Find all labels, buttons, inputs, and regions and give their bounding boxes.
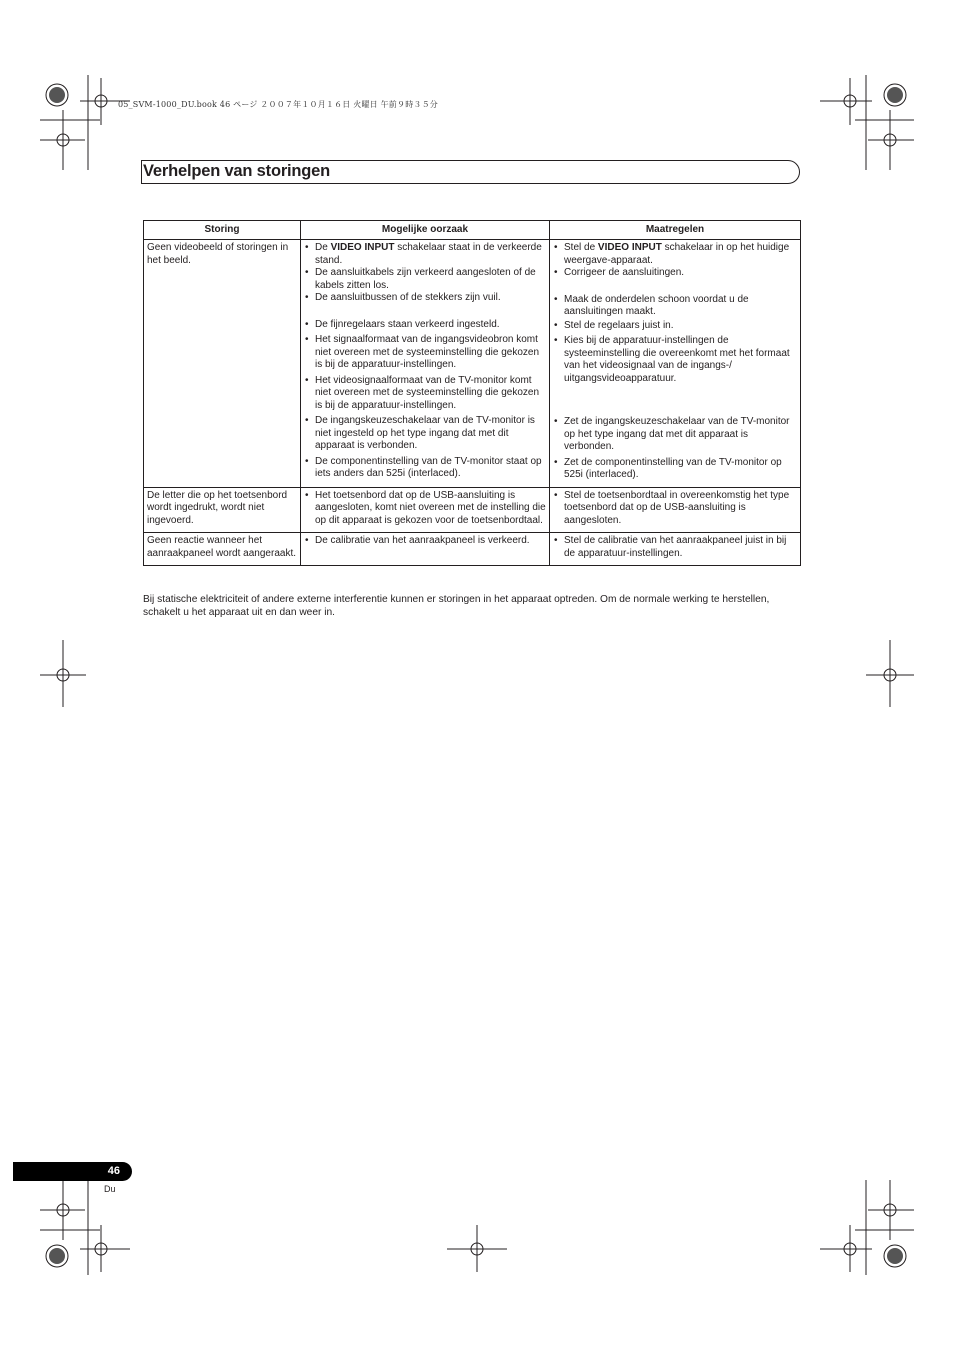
troubleshooting-table — [143, 220, 801, 566]
list-item: • Kies bij de apparatuur-instellingen de systeeminstelling die overeenkomt met het formaat van het videosignaal van de ingangs-/ uitgangsvideoapparatuur. — [553, 335, 797, 385]
table-row — [144, 533, 801, 566]
list-item: • Zet de ingangskeuzeschakelaar van de TV-monitor op het type ingang dat met dit apparaat is verbonden. — [553, 416, 797, 454]
switch-label: VIDEO INPUT — [330, 242, 395, 253]
list-item: • De VIDEO INPUT schakelaar staat in de verkeerde stand. — [304, 242, 546, 267]
list-item: • Corrigeer de aansluitingen. — [553, 267, 797, 280]
problem-cell: Geen reactie wanneer het aanraakpaneel wordt aangeraakt. — [144, 533, 301, 566]
cause-cell — [301, 533, 550, 566]
list-item: • Zet de componentinstelling van de TV-monitor op 525i (interlaced). — [553, 457, 797, 482]
list-item: • De componentinstelling van de TV-monitor staat op iets anders dan 525i (interlaced). — [304, 456, 546, 481]
list-item: • Stel de VIDEO INPUT schakelaar in op het huidige weergave-apparaat. — [553, 242, 797, 267]
list-item: • De calibratie van het aanraakpaneel is verkeerd. — [304, 535, 546, 548]
cause-cell — [301, 240, 550, 488]
print-header: 05_SVM-1000_DU.book 46 ページ ２００７年１０月１６日 火曜日 午前９時３５分 — [118, 100, 438, 109]
list-item: • De fijnregelaars staan verkeerd ingesteld. — [304, 319, 546, 332]
footnote: Bij statische elektriciteit of andere externe interferentie kunnen er storingen in het apparaat optreden. Om de normale werking te herstellen, schakelt u het apparaat uit en dan weer in. — [143, 594, 770, 618]
cause-cell — [301, 487, 550, 533]
problem-cell: De letter die op het toetsenbord wordt ingedrukt, wordt niet ingevoerd. — [144, 487, 301, 533]
list-item: • De aansluitkabels zijn verkeerd aangesloten of de kabels zitten los. — [304, 267, 546, 292]
switch-label: VIDEO INPUT — [597, 242, 662, 253]
list-item: • Stel de toetsenbordtaal in overeenkomstig het type toetsenbord dat op de USB-aansluiting is aangesloten. — [553, 490, 797, 528]
list-item: • Het signaalformaat van de ingangsvideobron komt niet overeen met de systeeminstelling die gekozen is bij de apparatuur-instellingen. — [304, 334, 546, 372]
list-item: • De aansluitbussen of de stekkers zijn vuil. — [304, 292, 546, 305]
column-header-oorzaak: Mogelijke oorzaak — [301, 221, 550, 240]
list-item: • Maak de onderdelen schoon voordat u de aansluitingen maakt. — [553, 294, 797, 319]
problem-cell: Geen videobeeld of storingen in het beeld. — [144, 240, 301, 488]
language-code: Du — [104, 1184, 116, 1194]
remedy-cell — [550, 533, 801, 566]
remedy-cell — [550, 487, 801, 533]
page-number: 46 — [107, 1165, 120, 1177]
list-item: • Het toetsenbord dat op de USB-aansluiting is aangesloten, komt niet overeen met de instelling die op dit apparaat is gekozen voor de toetsenbordtaal. — [304, 490, 546, 528]
table-row — [144, 487, 801, 533]
list-item: • Stel de regelaars juist in. — [553, 320, 797, 333]
column-header-maatregelen: Maatregelen — [550, 221, 801, 240]
remedy-cell — [550, 240, 801, 488]
column-header-storing: Storing — [144, 221, 301, 240]
list-item: • Stel de calibratie van het aanraakpaneel juist in bij de apparatuur-instellingen. — [553, 535, 797, 560]
page-title: Verhelpen van storingen — [143, 162, 331, 180]
table-header-row — [144, 221, 801, 240]
table-row — [144, 240, 801, 488]
list-item: • Het videosignaalformaat van de TV-monitor komt niet overeen met de systeeminstelling die gekozen is bij de apparatuur-instellingen. — [304, 375, 546, 413]
list-item: • De ingangskeuzeschakelaar van de TV-monitor is niet ingesteld op het type ingang dat met dit apparaat is verbonden. — [304, 415, 546, 453]
